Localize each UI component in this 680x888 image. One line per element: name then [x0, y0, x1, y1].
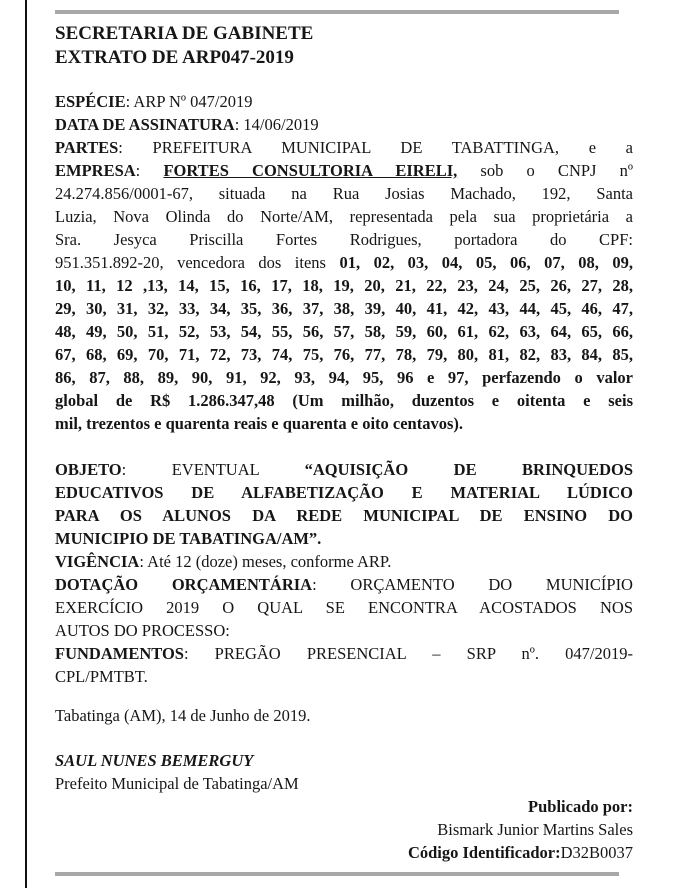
text-run: CPL/PMTBT. [55, 667, 148, 686]
text-line [55, 527, 633, 550]
text-run: : PREGÃO PRESENCIAL – SRP nº. 047/2019- [183, 644, 633, 663]
text-line [55, 481, 633, 504]
text-run: EXTRATO DE ARP047-2019 [55, 47, 294, 68]
text-line [55, 619, 633, 642]
text-line [55, 136, 633, 159]
text-line [55, 320, 633, 343]
text-line [55, 704, 633, 727]
text-line [55, 90, 633, 113]
publication-block [55, 795, 633, 864]
body-block-parties [55, 90, 633, 435]
text-run: : PREFEITURA MUNICIPAL DE TABATTINGA, e a [118, 138, 633, 157]
text-run: SAUL NUNES BEMERGUY [55, 751, 254, 770]
text-line [55, 228, 633, 251]
text-line [55, 159, 633, 182]
text-line [55, 274, 633, 297]
text-run: SECRETARIA DE GABINETE [55, 23, 314, 44]
text-run: PARA OS ALUNOS DA REDE MUNICIPAL DE ENSINO DO [55, 506, 633, 525]
column-divider-line [25, 0, 27, 888]
text-line [55, 412, 633, 435]
text-run: 67, 68, 69, 70, 71, 72, 73, 74, 75, 76, 77, 78, 79, 80, 81, 82, 83, 84, 85, [55, 345, 633, 364]
text-line [55, 458, 633, 481]
text-line [55, 297, 633, 320]
text-run: EMPRESA [55, 161, 136, 180]
text-run: Prefeito Municipal de Tabatinga/AM [55, 774, 299, 793]
top-rule [55, 10, 619, 14]
text-line [55, 366, 633, 389]
text-line [55, 665, 633, 688]
text-line [55, 251, 633, 274]
text-run: 951.351.892-20, vencedora dos itens [55, 253, 340, 272]
text-line [55, 389, 633, 412]
text-run: mil, trezentos e quarenta reais e quarenta e oito centavos). [55, 414, 464, 433]
text-line [55, 772, 633, 795]
text-run: Código Identificador: [407, 843, 561, 862]
text-run: 86, 87, 88, 89, 90, 91, 92, 93, 94, 95, 96 e 97, perfazendo o valor [55, 368, 633, 387]
text-line [55, 550, 633, 573]
text-run: : ORÇAMENTO DO MUNICÍPIO [312, 575, 633, 594]
spacer [55, 727, 633, 749]
text-run: sob o CNPJ nº [457, 161, 633, 180]
text-run: 24.274.856/0001-67, situada na Rua Josias Machado, 192, Santa [55, 184, 633, 203]
gazette-extract [55, 10, 633, 876]
spacer [55, 435, 633, 458]
text-run: 01, 02, 03, 04, 05, 06, 07, 08, 09, [339, 253, 633, 272]
text-run: EDUCATIVOS DE ALFABETIZAÇÃO E MATERIAL LÚDICO [55, 483, 633, 502]
text-run: MUNICIPIO DE TABATINGA/AM”. [55, 529, 322, 548]
body-block-object [55, 458, 633, 688]
text-run: “AQUISIÇÃO DE BRINQUEDOS [304, 460, 633, 479]
date-place-line [55, 704, 633, 727]
text-run: AUTOS DO PROCESSO: [55, 621, 230, 640]
text-line [55, 596, 633, 619]
text-run: Sra. Jesyca Priscilla Fortes Rodrigues, portadora do CPF: [55, 230, 633, 249]
text-line [55, 22, 633, 46]
text-line [55, 749, 633, 772]
text-run: : [135, 161, 164, 180]
text-line [55, 841, 633, 864]
text-run: ESPÉCIE [55, 92, 126, 111]
text-run: DATA DE ASSINATURA [55, 115, 235, 134]
text-line [55, 205, 633, 228]
signature-block [55, 749, 633, 795]
text-run: Publicado por: [528, 797, 633, 816]
text-run: global de R$ 1.286.347,48 (Um milhão, duzentos e oitenta e seis [55, 391, 633, 410]
text-run: EXERCÍCIO 2019 O QUAL SE ENCONTRA ACOSTADOS NOS [55, 598, 633, 617]
text-run: 29, 30, 31, 32, 33, 34, 35, 36, 37, 38, 39, 40, 41, 42, 43, 44, 45, 46, 47, [55, 299, 633, 318]
text-line [55, 795, 633, 818]
text-run: PARTES [55, 138, 119, 157]
text-line [55, 182, 633, 205]
text-run: : Até 12 (doze) meses, conforme ARP. [139, 552, 392, 571]
text-line [55, 818, 633, 841]
text-run: : 14/06/2019 [234, 115, 319, 134]
text-line [55, 343, 633, 366]
text-line [55, 504, 633, 527]
text-run: Luzia, Nova Olinda do Norte/AM, representada pela sua proprietária a [55, 207, 633, 226]
text-run: : EVENTUAL [121, 460, 305, 479]
text-run: 48, 49, 50, 51, 52, 53, 54, 55, 56, 57, 58, 59, 60, 61, 62, 63, 64, 65, 66, [55, 322, 633, 341]
bottom-rule [55, 872, 619, 876]
spacer [55, 70, 633, 90]
text-run: D32B0037 [560, 843, 633, 862]
text-run: 10, 11, 12 ,13, 14, 15, 16, 17, 18, 19, 20, 21, 22, 23, 24, 25, 26, 27, 28, [55, 276, 633, 295]
text-run: Tabatinga (AM), 14 de Junho de 2019. [55, 706, 311, 725]
text-line [55, 46, 633, 70]
text-run: : ARP Nº 047/2019 [125, 92, 253, 111]
text-run: OBJETO [55, 460, 122, 479]
text-run: FUNDAMENTOS [55, 644, 184, 663]
text-run: DOTAÇÃO ORÇAMENTÁRIA [55, 575, 313, 594]
text-line [55, 573, 633, 596]
spacer [55, 688, 633, 704]
document-title [55, 22, 633, 70]
text-line [55, 113, 633, 136]
text-run: Bismark Junior Martins Sales [437, 820, 633, 839]
text-run: VIGÊNCIA [55, 552, 140, 571]
text-line [55, 642, 633, 665]
text-run: FORTES CONSULTORIA EIRELI, [163, 161, 458, 180]
